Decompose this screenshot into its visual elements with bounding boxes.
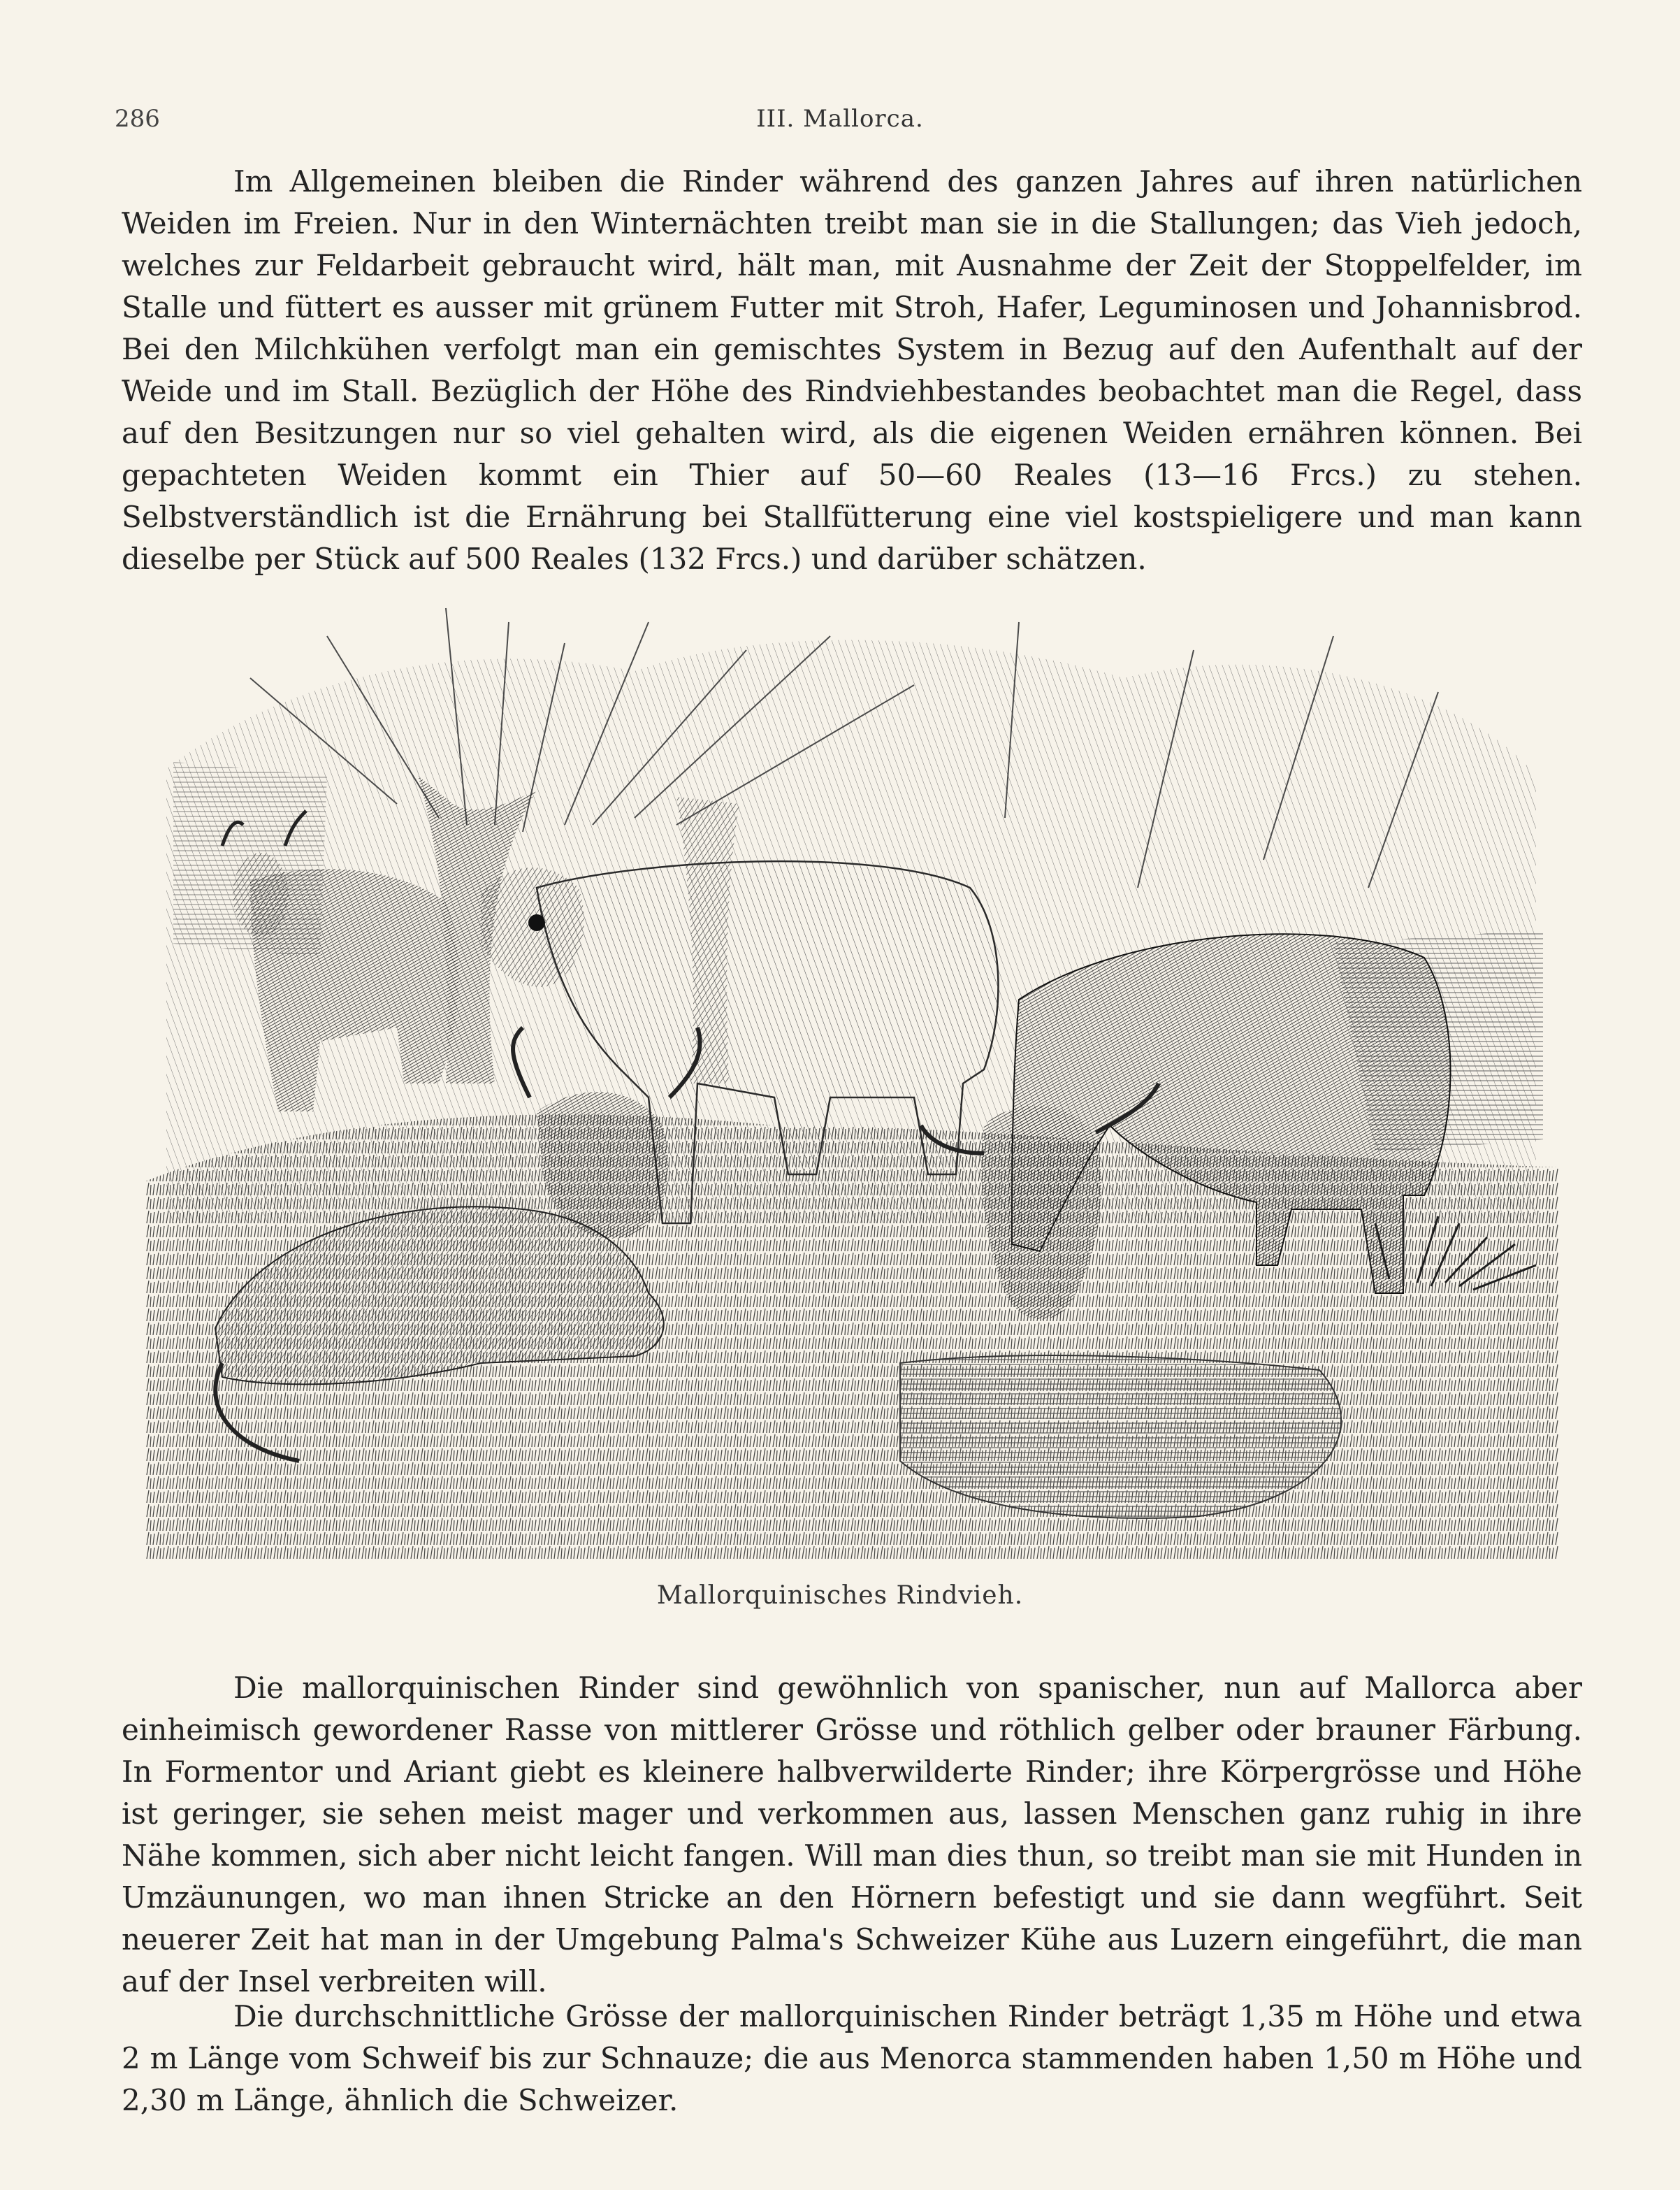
water-puddle: [900, 1355, 1341, 1518]
paragraph-2: Die mallorquinischen Rinder sind gewöhnlich von spanischer, nun auf Mallorca aber einheimisch gewordener Rasse von mittlerer Grösse und röthlich gelber oder brauner Färbung. In Formentor und Ariant giebt es kleinere halbverwilderte Rinder; ihre Körpergrösse und Höhe ist geringer, sie sehen meist mager und verkommen aus, lassen Menschen ganz ruhig in ihre Nähe kommen, sich aber nicht leicht fangen. Will man dies thun, so treibt man sie mit Hunden in Umzäunungen, wo man ihnen Stricke an den Hörnern befestigt und sie dann wegführt. Seit neuerer Zeit hat man in der Umgebung Palma's Schweizer Kühe aus Luzern eingeführt, die man auf der Insel verbreiten will.: [122, 1671, 1582, 1998]
paragraph-3: Die durchschnittliche Grösse der mallorquinischen Rinder beträgt 1,35 m Höhe und etwa 2 m Länge vom Schweif bis zur Schnauze; die aus Menorca stammenden haben 1,50 m Höhe und 2,30 m Länge, ähnlich die Schweizer.: [122, 1999, 1582, 2117]
cattle-engraving: [145, 594, 1558, 1559]
engraving-illustration: [145, 594, 1558, 1559]
page-number: 286: [115, 105, 160, 133]
running-title: III. Mallorca.: [756, 105, 924, 133]
paragraph-1: Im Allgemeinen bleiben die Rinder während des ganzen Jahres auf ihren natürlichen Weiden im Freien. Nur in den Winternächten treibt man sie in die Stallungen; das Vieh jedoch, welches zur Feldarbeit gebraucht wird, hält man, mit Ausnahme der Zeit der Stoppelfelder, im Stalle und füttert es ausser mit grünem Futter mit Stroh, Hafer, Leguminosen und Johannisbrod. Bei den Milchkühen verfolgt man ein gemischtes System in Bezug auf den Aufenthalt auf der Weide und im Stall. Bezüglich der Höhe des Rindviehbestandes beobachtet man die Regel, dass auf den Besitzungen nur so viel gehalten wird, als die eigenen Weiden ernähren können. Bei gepachteten Weiden kommt ein Thier auf 50—60 Reales (13—16 Frcs.) zu stehen. Selbstverständlich ist die Ernährung bei Stallfütterung eine viel kostspieligere und man kann dieselbe per Stück auf 500 Reales (132 Frcs.) und darüber schätzen.: [122, 164, 1582, 576]
figure-caption: Mallorquinisches Rindvieh.: [656, 1581, 1024, 1610]
